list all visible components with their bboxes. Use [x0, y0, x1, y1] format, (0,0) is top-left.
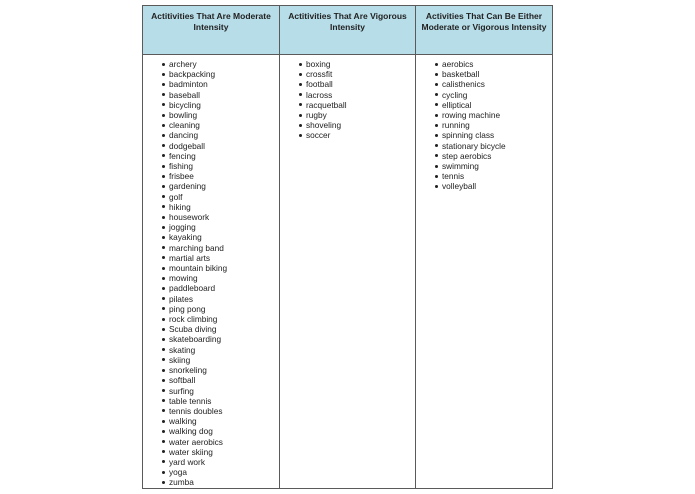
list-item: racquetball	[294, 100, 415, 110]
list-item: cycling	[430, 90, 552, 100]
list-item: calisthenics	[430, 79, 552, 89]
list-item: elliptical	[430, 100, 552, 110]
list-item: lacross	[294, 90, 415, 100]
list-item: gardening	[157, 181, 279, 191]
list-item: hiking	[157, 202, 279, 212]
list-item: bicycling	[157, 100, 279, 110]
list-item: archery	[157, 59, 279, 69]
list-item: jogging	[157, 222, 279, 232]
list-item: tennis	[430, 171, 552, 181]
list-item: volleyball	[430, 181, 552, 191]
list-item: zumba	[157, 477, 279, 487]
header-either: Activities That Can Be Either Moderate or Vigorous Intensity	[416, 6, 553, 55]
list-item: kayaking	[157, 232, 279, 242]
vigorous-cell	[280, 55, 416, 489]
list-item: football	[294, 79, 415, 89]
list-item: golf	[157, 192, 279, 202]
list-item: dodgeball	[157, 141, 279, 151]
list-item: marching band	[157, 243, 279, 253]
list-item: Scuba diving	[157, 324, 279, 334]
list-item: step aerobics	[430, 151, 552, 161]
list-item: bowling	[157, 110, 279, 120]
list-item: stationary bicycle	[430, 141, 552, 151]
list-item: crossfit	[294, 69, 415, 79]
header-moderate: Actitivities That Are Moderate Intensity	[143, 6, 280, 55]
either-cell	[416, 55, 553, 489]
list-item: yoga	[157, 467, 279, 477]
list-item: yard work	[157, 457, 279, 467]
list-item: tennis doubles	[157, 406, 279, 416]
list-item: table tennis	[157, 396, 279, 406]
list-item: baseball	[157, 90, 279, 100]
list-item: skiing	[157, 355, 279, 365]
list-item: aerobics	[430, 59, 552, 69]
header-row	[143, 6, 553, 55]
list-item: water skiing	[157, 447, 279, 457]
list-item: paddleboard	[157, 283, 279, 293]
list-item: backpacking	[157, 69, 279, 79]
moderate-cell	[143, 55, 280, 489]
list-item: mountain biking	[157, 263, 279, 273]
activity-intensity-table	[142, 5, 553, 489]
header-vigorous: Actitivities That Are Vigorous Intensity	[280, 6, 416, 55]
either-list	[416, 59, 552, 192]
list-item: spinning class	[430, 130, 552, 140]
list-item: softball	[157, 375, 279, 385]
moderate-list	[143, 59, 279, 488]
list-item: water aerobics	[157, 437, 279, 447]
list-item: skateboarding	[157, 334, 279, 344]
list-item: surfing	[157, 386, 279, 396]
list-item: housework	[157, 212, 279, 222]
list-item: basketball	[430, 69, 552, 79]
list-item: soccer	[294, 130, 415, 140]
list-item: running	[430, 120, 552, 130]
list-item: walking	[157, 416, 279, 426]
list-item: rugby	[294, 110, 415, 120]
list-item: cleaning	[157, 120, 279, 130]
list-item: snorkeling	[157, 365, 279, 375]
vigorous-list	[280, 59, 415, 141]
list-item: skating	[157, 345, 279, 355]
list-item: mowing	[157, 273, 279, 283]
list-item: rowing machine	[430, 110, 552, 120]
list-item: boxing	[294, 59, 415, 69]
content-row	[143, 55, 553, 489]
list-item: fencing	[157, 151, 279, 161]
list-item: frisbee	[157, 171, 279, 181]
list-item: rock climbing	[157, 314, 279, 324]
list-item: shoveling	[294, 120, 415, 130]
list-item: fishing	[157, 161, 279, 171]
list-item: badminton	[157, 79, 279, 89]
list-item: ping pong	[157, 304, 279, 314]
list-item: martial arts	[157, 253, 279, 263]
list-item: swimming	[430, 161, 552, 171]
list-item: walking dog	[157, 426, 279, 436]
list-item: dancing	[157, 130, 279, 140]
list-item: pilates	[157, 294, 279, 304]
